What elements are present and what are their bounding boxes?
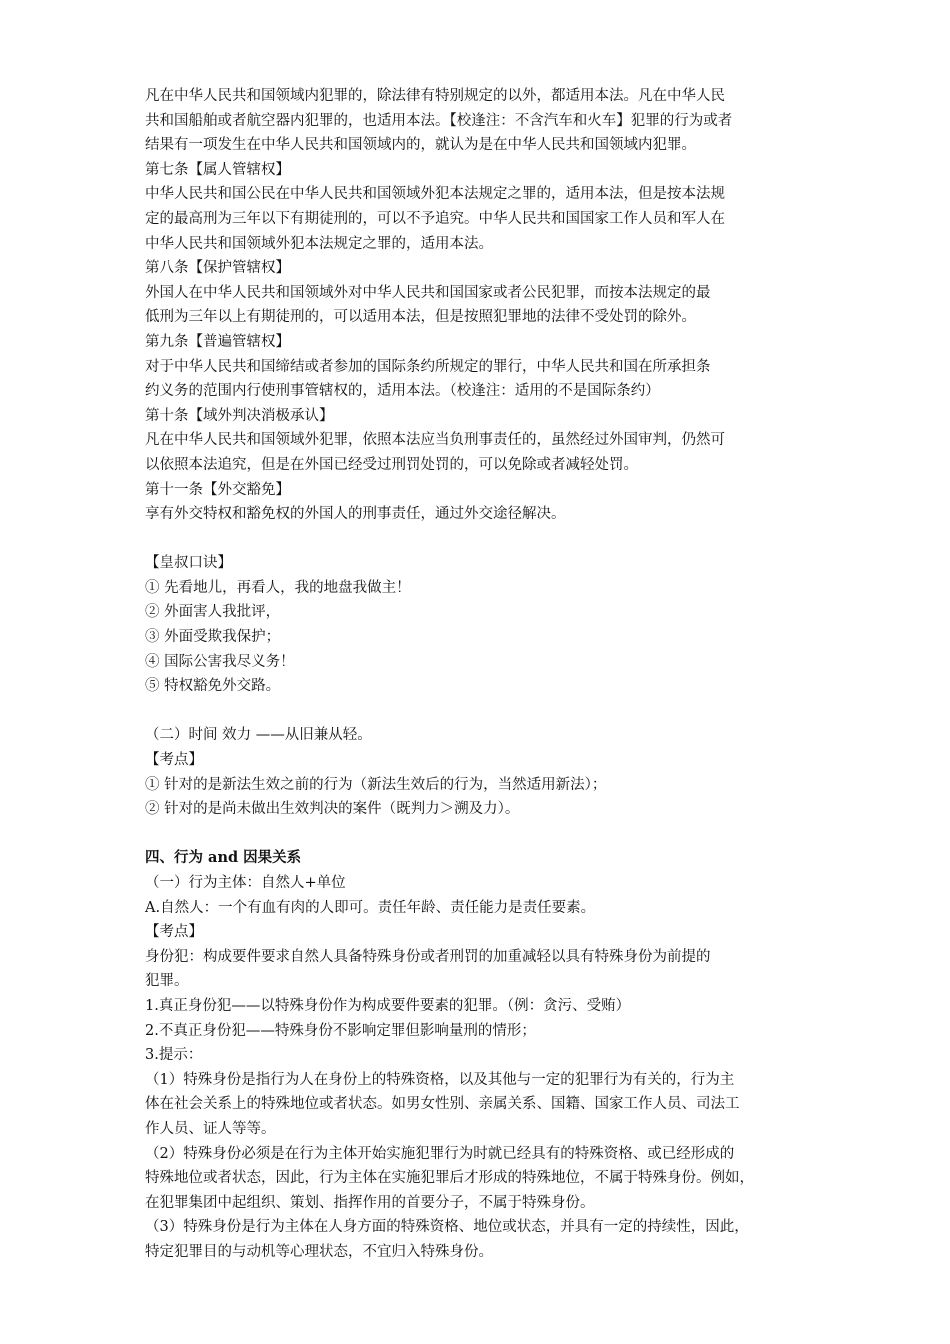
mnemonic-item: ② 外面害人我批评， [145, 604, 281, 621]
subsection-heading: （一）行为主体：自然人+单位 [145, 875, 346, 891]
text-line: 作人员、证人等等。 [145, 1120, 276, 1137]
text-line: 犯罪。 [145, 973, 189, 990]
text-line: 以依照本法追究，但是在外国已经受过刑罚处罚的，可以免除或者减轻处罚。 [145, 456, 638, 473]
text-line: 体在社会关系上的特殊地位或者状态。如男女性别、亲属关系、国籍、国家工作人员、司法工 [145, 1096, 740, 1113]
text-line: 对于中华人民共和国缔结或者参加的国际条约所规定的罪行，中华人民共和国在所承担条 [145, 358, 711, 375]
text-line: 约义务的范围内行使刑事管辖权的，适用本法。（校逢注：适用的不是国际条约） [145, 383, 660, 400]
article-heading: 第七条【属人管辖权】 [145, 161, 290, 178]
text-line: 共和国船舶或者航空器内犯罪的，也适用本法。【校逢注：不含汽车和火车】犯罪的行为或者 [145, 112, 733, 129]
text-line: A.自然人：一个有血有肉的人即可。责任年龄、责任能力是责任要素。 [145, 899, 596, 916]
mnemonic-item: ⑤ 特权豁免外交路。 [145, 678, 281, 695]
text-line: 享有外交特权和豁免权的外国人的刑事责任，通过外交途径解决。 [145, 506, 566, 523]
mnemonic-item: ④ 国际公害我尽义务！ [145, 653, 295, 670]
article-heading: 第十条【域外判决消极承认】 [145, 407, 334, 424]
key-points-heading: 【考点】 [145, 752, 203, 769]
article-heading: 第八条【保护管辖权】 [145, 260, 290, 277]
text-line: （3）特殊身份是行为主体在人身方面的特殊资格、地位或状态，并具有一定的持续性，因此， [145, 1219, 749, 1236]
mnemonic-item: ① 先看地儿，再看人，我的地盘我做主！ [145, 579, 411, 596]
key-point-item: ① 针对的是新法生效之前的行为（新法生效后的行为，当然适用新法）； [145, 776, 607, 793]
text-line: 中华人民共和国领域外犯本法规定之罪的，适用本法。 [145, 235, 493, 252]
blank-line [145, 822, 815, 847]
text-line: 外国人在中华人民共和国领域外对中华人民共和国国家或者公民犯罪，而按本法规定的最 [145, 284, 711, 301]
text-line: 中华人民共和国公民在中华人民共和国领域外犯本法规定之罪的，适用本法，但是按本法规 [145, 186, 725, 203]
text-line: 凡在中华人民共和国领域外犯罪，依照本法应当负刑事责任的，虽然经过外国审判，仍然可 [145, 432, 725, 449]
text-line: 2.不真正身份犯——特殊身份不影响定罪但影响量刑的情形； [145, 1022, 536, 1039]
blank-line [145, 527, 815, 552]
text-line: 低刑为三年以上有期徒刑的，可以适用本法，但是按照犯罪地的法律不受处罚的除外。 [145, 309, 696, 326]
mnemonic-heading: 【皇叔口诀】 [145, 555, 232, 572]
text-line: 在犯罪集团中起组织、策划、指挥作用的首要分子，不属于特殊身份。 [145, 1194, 595, 1211]
document-page [145, 84, 815, 1265]
section-heading: 四、行为 and 因果关系 [145, 849, 302, 867]
text-line: 凡在中华人民共和国领域内犯罪的，除法律有特别规定的以外，都适用本法。凡在中华人民 [145, 88, 725, 104]
blank-line [145, 699, 815, 724]
text-line: 特定犯罪目的与动机等心理状态，不宜归入特殊身份。 [145, 1243, 493, 1260]
key-points-heading: 【考点】 [145, 924, 203, 941]
subsection-heading: （二）时间 效力 ——从旧兼从轻。 [145, 727, 372, 744]
article-heading: 第十一条【外交豁免】 [145, 481, 290, 498]
text-line: （1）特殊身份是指行为人在身份上的特殊资格，以及其他与一定的犯罪行为有关的，行为主 [145, 1071, 735, 1088]
text-line: 3.提示： [145, 1047, 203, 1064]
text-line: 身份犯：构成要件要求自然人具备特殊身份或者刑罚的加重减轻以具有特殊身份为前提的 [145, 948, 711, 965]
text-line: 1.真正身份犯——以特殊身份作为构成要件要素的犯罪。（例：贪污、受贿） [145, 997, 631, 1014]
text-line: 特殊地位或者状态，因此，行为主体在实施犯罪后才形成的特殊地位，不属于特殊身份。例如， [145, 1170, 754, 1187]
text-line: 定的最高刑为三年以下有期徒刑的，可以不予追究。中华人民共和国国家工作人员和军人在 [145, 210, 725, 227]
article-heading: 第九条【普遍管辖权】 [145, 333, 290, 350]
mnemonic-item: ③ 外面受欺我保护； [145, 629, 281, 646]
key-point-item: ② 针对的是尚未做出生效判决的案件（既判力＞溯及力）。 [145, 801, 520, 818]
text-line: 结果有一项发生在中华人民共和国领域内的，就认为是在中华人民共和国领域内犯罪。 [145, 137, 696, 154]
text-line: （2）特殊身份必须是在行为主体开始实施犯罪行为时就已经具有的特殊资格、或已经形成的 [145, 1145, 735, 1162]
